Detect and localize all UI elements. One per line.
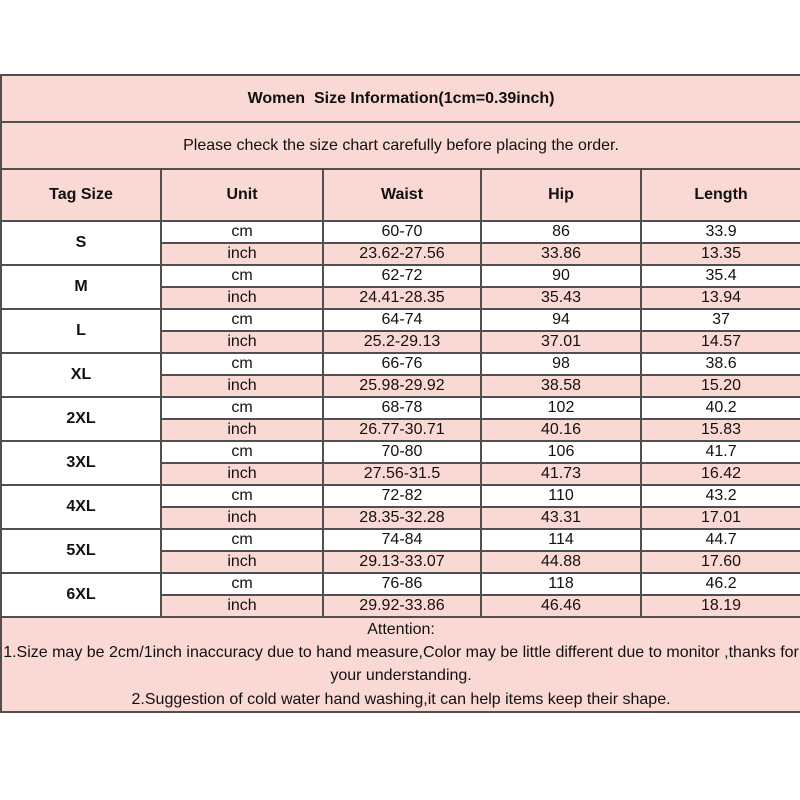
length-value: 40.2 xyxy=(641,397,800,419)
length-value: 15.20 xyxy=(641,375,800,397)
hip-value: 33.86 xyxy=(481,243,641,265)
tag-size-cell: 6XL xyxy=(1,573,161,617)
unit-cell: inch xyxy=(161,595,323,617)
tag-size-cell: M xyxy=(1,265,161,309)
table-row xyxy=(1,397,800,419)
hip-value: 110 xyxy=(481,485,641,507)
waist-value: 70-80 xyxy=(323,441,481,463)
unit-cell: cm xyxy=(161,441,323,463)
col-header-hip: Hip xyxy=(481,169,641,221)
waist-value: 27.56-31.5 xyxy=(323,463,481,485)
header-row xyxy=(1,169,800,221)
hip-value: 94 xyxy=(481,309,641,331)
waist-value: 68-78 xyxy=(323,397,481,419)
tag-size-cell: 4XL xyxy=(1,485,161,529)
hip-value: 41.73 xyxy=(481,463,641,485)
waist-value: 25.2-29.13 xyxy=(323,331,481,353)
unit-cell: inch xyxy=(161,551,323,573)
tag-size-cell: 5XL xyxy=(1,529,161,573)
length-value: 15.83 xyxy=(641,419,800,441)
length-value: 17.01 xyxy=(641,507,800,529)
hip-value: 46.46 xyxy=(481,595,641,617)
tag-size-cell: 2XL xyxy=(1,397,161,441)
chart-title: Women Size Information(1cm=0.39inch) xyxy=(1,75,800,122)
waist-value: 60-70 xyxy=(323,221,481,243)
waist-value: 72-82 xyxy=(323,485,481,507)
unit-cell: inch xyxy=(161,463,323,485)
waist-value: 25.98-29.92 xyxy=(323,375,481,397)
attention-heading: Attention: xyxy=(367,621,435,638)
unit-cell: cm xyxy=(161,529,323,551)
waist-value: 66-76 xyxy=(323,353,481,375)
unit-cell: cm xyxy=(161,221,323,243)
length-value: 44.7 xyxy=(641,529,800,551)
hip-value: 86 xyxy=(481,221,641,243)
length-value: 38.6 xyxy=(641,353,800,375)
hip-value: 118 xyxy=(481,573,641,595)
unit-cell: cm xyxy=(161,353,323,375)
table-row xyxy=(1,353,800,375)
tag-size-cell: S xyxy=(1,221,161,265)
attention-block xyxy=(1,617,800,712)
length-value: 17.60 xyxy=(641,551,800,573)
hip-value: 114 xyxy=(481,529,641,551)
length-value: 16.42 xyxy=(641,463,800,485)
length-value: 18.19 xyxy=(641,595,800,617)
waist-value: 64-74 xyxy=(323,309,481,331)
chart-subtitle: Please check the size chart carefully before placing the order. xyxy=(1,122,800,169)
unit-cell: cm xyxy=(161,573,323,595)
unit-cell: cm xyxy=(161,265,323,287)
hip-value: 37.01 xyxy=(481,331,641,353)
unit-cell: cm xyxy=(161,309,323,331)
col-header-waist: Waist xyxy=(323,169,481,221)
table-row xyxy=(1,573,800,595)
col-header-tag-size: Tag Size xyxy=(1,169,161,221)
table-row xyxy=(1,441,800,463)
length-value: 41.7 xyxy=(641,441,800,463)
hip-value: 38.58 xyxy=(481,375,641,397)
table-row xyxy=(1,529,800,551)
title-row xyxy=(1,75,800,122)
length-value: 37 xyxy=(641,309,800,331)
length-value: 33.9 xyxy=(641,221,800,243)
waist-value: 28.35-32.28 xyxy=(323,507,481,529)
attention-line-1: 1.Size may be 2cm/1inch inaccuracy due to hand measure,Color may be little different due to monitor ,thanks for your understanding. xyxy=(3,644,799,685)
size-chart xyxy=(0,74,800,713)
attention-line-2: 2.Suggestion of cold water hand washing,it can help items keep their shape. xyxy=(131,690,671,708)
table-row xyxy=(1,309,800,331)
unit-cell: inch xyxy=(161,331,323,353)
length-value: 43.2 xyxy=(641,485,800,507)
unit-cell: inch xyxy=(161,243,323,265)
hip-value: 102 xyxy=(481,397,641,419)
length-value: 13.35 xyxy=(641,243,800,265)
unit-cell: inch xyxy=(161,507,323,529)
waist-value: 29.13-33.07 xyxy=(323,551,481,573)
tag-size-cell: L xyxy=(1,309,161,353)
unit-cell: inch xyxy=(161,287,323,309)
length-value: 35.4 xyxy=(641,265,800,287)
table-row xyxy=(1,221,800,243)
col-header-length: Length xyxy=(641,169,800,221)
hip-value: 90 xyxy=(481,265,641,287)
hip-value: 43.31 xyxy=(481,507,641,529)
hip-value: 35.43 xyxy=(481,287,641,309)
length-value: 46.2 xyxy=(641,573,800,595)
tag-size-cell: XL xyxy=(1,353,161,397)
unit-cell: cm xyxy=(161,397,323,419)
length-value: 14.57 xyxy=(641,331,800,353)
tag-size-cell: 3XL xyxy=(1,441,161,485)
size-chart-table xyxy=(0,74,800,713)
waist-value: 29.92-33.86 xyxy=(323,595,481,617)
waist-value: 76-86 xyxy=(323,573,481,595)
waist-value: 24.41-28.35 xyxy=(323,287,481,309)
hip-value: 40.16 xyxy=(481,419,641,441)
waist-value: 74-84 xyxy=(323,529,481,551)
table-row xyxy=(1,265,800,287)
table-row xyxy=(1,485,800,507)
waist-value: 26.77-30.71 xyxy=(323,419,481,441)
unit-cell: cm xyxy=(161,485,323,507)
unit-cell: inch xyxy=(161,375,323,397)
length-value: 13.94 xyxy=(641,287,800,309)
hip-value: 44.88 xyxy=(481,551,641,573)
attention-row xyxy=(1,617,800,712)
hip-value: 98 xyxy=(481,353,641,375)
hip-value: 106 xyxy=(481,441,641,463)
waist-value: 62-72 xyxy=(323,265,481,287)
col-header-unit: Unit xyxy=(161,169,323,221)
unit-cell: inch xyxy=(161,419,323,441)
waist-value: 23.62-27.56 xyxy=(323,243,481,265)
subtitle-row xyxy=(1,122,800,169)
